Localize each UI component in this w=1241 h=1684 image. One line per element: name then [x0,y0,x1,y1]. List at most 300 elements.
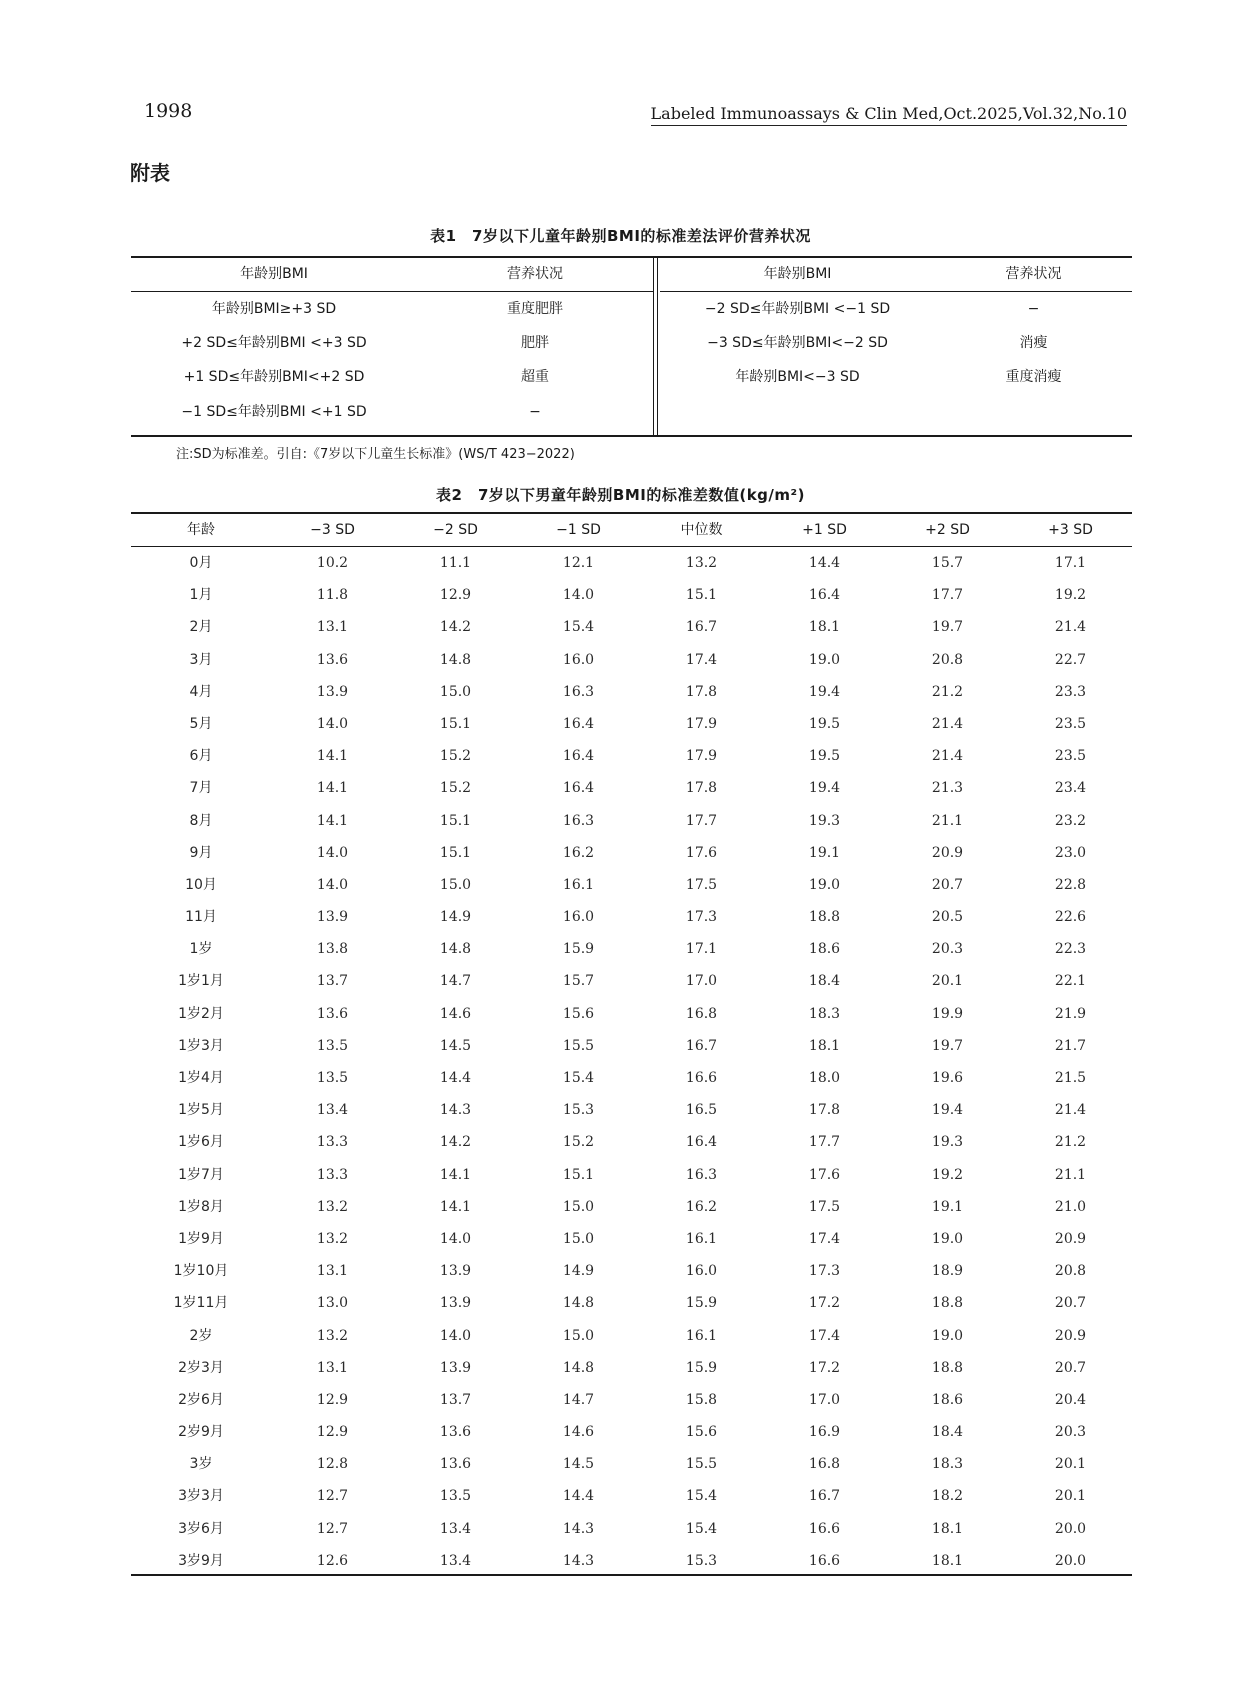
age-cell: 1岁4月 [178,1070,224,1086]
median-cell: 15.4 [685,1520,718,1537]
minus3sd-cell: 13.3 [316,1166,349,1183]
median-cell: 16.8 [685,1005,718,1022]
age-cell: 8月 [189,812,213,829]
table-row [660,327,1132,362]
plus1sd-cell: 18.1 [808,619,841,636]
table1-double-divider [653,258,658,435]
age-cell: 2岁3月 [178,1359,224,1376]
plus2sd-cell: 21.2 [931,683,964,700]
minus1sd-cell: 12.1 [562,555,595,571]
minus2sd-cell: 13.5 [439,1488,472,1505]
table-row [131,772,1132,804]
minus1sd-cell: 14.3 [562,1520,595,1537]
plus1sd-cell: 18.1 [808,1037,841,1054]
plus2sd-cell: 21.4 [931,748,964,765]
table2-header [131,514,1132,547]
table1-header-status: 营养状况 [1005,266,1062,282]
minus3sd-cell: 12.8 [316,1456,349,1473]
minus1sd-cell: 14.4 [562,1488,595,1505]
table-row [131,361,653,396]
plus1sd-cell: 17.4 [808,1327,841,1344]
age-cell: 2岁 [189,1327,213,1344]
age-cell: 1岁5月 [178,1102,224,1119]
plus2sd-cell: 20.8 [931,651,964,668]
table-row [131,1320,1132,1352]
plus3sd-cell: 21.2 [1054,1134,1087,1151]
plus2sd-cell: 19.7 [931,1037,964,1054]
table-row [131,998,1132,1030]
minus1sd-cell: 16.3 [562,812,595,829]
plus3sd-cell: 23.2 [1054,812,1087,829]
minus3sd-cell: 13.5 [316,1070,349,1086]
minus2sd-cell: 14.8 [439,651,472,668]
plus3sd-cell: 20.9 [1054,1327,1087,1344]
plus2sd-cell: 18.2 [931,1488,964,1505]
minus2sd-cell: 12.9 [439,587,472,604]
age-cell: 6月 [189,748,213,765]
plus1sd-cell: 16.4 [808,587,841,604]
minus1sd-cell: 15.5 [562,1037,595,1054]
minus3sd-cell: 10.2 [316,555,349,571]
plus2sd-cell: 19.7 [931,619,964,636]
plus1sd-cell: 17.4 [808,1230,841,1247]
plus3sd-cell: 22.8 [1054,876,1087,893]
table1-bmi-cell: +2 SD≤年龄别BMI <+3 SD [181,335,367,351]
plus3sd-cell: 20.7 [1054,1359,1087,1376]
minus2sd-cell: 13.4 [439,1552,472,1569]
plus1sd-cell: 19.0 [808,651,841,668]
table-row [131,1062,1132,1094]
age-cell: 1岁11月 [173,1295,229,1312]
plus2sd-cell: 19.9 [931,1005,964,1022]
age-cell: 7月 [189,780,213,797]
plus2sd-cell: 20.1 [931,973,964,990]
table-row [131,740,1132,772]
minus3sd-cell: 13.7 [316,973,349,990]
table2 [131,512,1132,1576]
table-row [131,293,653,328]
minus2sd-cell: 11.1 [439,555,472,571]
plus1sd-cell: 17.2 [808,1295,841,1312]
age-cell: 1岁10月 [173,1263,229,1280]
plus3sd-cell: 23.5 [1054,715,1087,732]
plus2sd-cell: 18.3 [931,1456,964,1473]
plus1sd-cell: 16.7 [808,1488,841,1505]
minus3sd-cell: 13.0 [316,1295,349,1312]
plus1sd-cell: 19.0 [808,876,841,893]
median-cell: 16.5 [685,1102,718,1119]
median-cell: 16.4 [685,1134,718,1151]
table1-header-bmi: 年龄别BMI [240,266,308,282]
table-row [131,933,1132,965]
plus2sd-cell: 20.5 [931,909,964,926]
table1-header-bmi: 年龄别BMI [763,266,832,282]
median-cell: 16.7 [685,619,718,636]
plus1sd-cell: 18.4 [808,973,841,990]
minus1sd-cell: 16.4 [562,748,595,765]
table-row [131,1030,1132,1062]
minus3sd-cell: 12.9 [316,1424,349,1441]
table-row [131,1223,1132,1255]
table1-bmi-cell: −1 SD≤年龄别BMI <+1 SD [181,404,367,420]
running-header: Labeled Immunoassays & Clin Med,Oct.2025,Vol.32,No.10 [651,104,1127,126]
median-cell: 15.5 [685,1456,718,1473]
plus3sd-cell: 20.4 [1054,1391,1087,1408]
minus3sd-cell: 14.0 [316,715,349,732]
median-cell: 17.6 [685,844,718,861]
minus3sd-cell: 14.1 [316,748,349,765]
minus3sd-cell: 14.1 [316,812,349,829]
plus2sd-cell: 18.8 [931,1359,964,1376]
plus2sd-cell: 19.1 [931,1198,964,1215]
plus3sd-cell: 20.0 [1054,1552,1087,1569]
minus1sd-cell: 14.5 [562,1456,595,1473]
minus2sd-cell: 14.7 [439,973,472,990]
minus1sd-cell: 15.6 [562,1005,595,1022]
minus2sd-cell: 14.0 [439,1230,472,1247]
table2-header-plus2sd: +2 SD [925,522,970,538]
median-cell: 16.0 [685,1263,718,1280]
minus1sd-cell: 15.1 [562,1166,595,1183]
minus1sd-cell: 14.6 [562,1424,595,1441]
table-row [131,965,1132,997]
table1-bmi-cell: 年龄别BMI<−3 SD [735,369,860,385]
minus3sd-cell: 12.9 [316,1391,349,1408]
table-row [131,837,1132,869]
plus1sd-cell: 19.3 [808,812,841,829]
minus3sd-cell: 14.1 [316,780,349,797]
median-cell: 17.7 [685,812,718,829]
median-cell: 16.1 [685,1327,718,1344]
table-row [131,1094,1132,1126]
minus3sd-cell: 13.6 [316,651,349,668]
median-cell: 17.9 [685,715,718,732]
table1-header-status: 营养状况 [507,266,563,282]
minus2sd-cell: 13.6 [439,1424,472,1441]
plus2sd-cell: 19.6 [931,1070,964,1086]
minus2sd-cell: 14.1 [439,1198,472,1215]
table-row [131,579,1132,611]
plus2sd-cell: 17.7 [931,587,964,604]
minus2sd-cell: 15.1 [439,715,472,732]
table2-header-plus1sd: +1 SD [802,522,847,538]
plus3sd-cell: 23.0 [1054,844,1087,861]
table2-header-minus2sd: −2 SD [433,522,478,538]
age-cell: 3岁3月 [178,1488,224,1505]
table-row [131,1255,1132,1287]
plus3sd-cell: 20.1 [1054,1488,1087,1505]
minus3sd-cell: 14.0 [316,844,349,861]
minus3sd-cell: 13.2 [316,1230,349,1247]
minus2sd-cell: 14.3 [439,1102,472,1119]
minus2sd-cell: 14.1 [439,1166,472,1183]
minus1sd-cell: 16.0 [562,651,595,668]
minus2sd-cell: 14.8 [439,941,472,958]
minus2sd-cell: 15.2 [439,780,472,797]
plus1sd-cell: 16.9 [808,1424,841,1441]
table2-header-plus3sd: +3 SD [1048,522,1093,538]
age-cell: 3岁6月 [178,1520,224,1537]
median-cell: 15.9 [685,1295,718,1312]
table-row [131,708,1132,740]
minus2sd-cell: 14.5 [439,1037,472,1054]
table1-bmi-cell: −2 SD≤年龄别BMI <−1 SD [704,301,891,317]
plus3sd-cell: 21.1 [1054,1166,1087,1183]
age-cell: 1岁9月 [178,1230,224,1247]
median-cell: 17.1 [685,941,718,958]
median-cell: 16.6 [685,1070,718,1086]
plus2sd-cell: 18.6 [931,1391,964,1408]
minus1sd-cell: 15.3 [562,1102,595,1119]
minus3sd-cell: 13.4 [316,1102,349,1119]
table1-note: 注:SD为标准差。引自:《7岁以下儿童生长标准》(WS/T 423−2022) [176,447,575,462]
minus3sd-cell: 12.7 [316,1488,349,1505]
table1-status-cell: 超重 [521,369,549,385]
minus3sd-cell: 14.0 [316,876,349,893]
table-row [131,1545,1132,1577]
table1-status-cell: 重度消瘦 [1005,369,1062,385]
table1-bmi-cell: −3 SD≤年龄别BMI<−2 SD [707,335,888,351]
plus1sd-cell: 16.6 [808,1552,841,1569]
plus1sd-cell: 17.8 [808,1102,841,1119]
plus1sd-cell: 18.0 [808,1070,841,1086]
median-cell: 16.1 [685,1230,718,1247]
plus2sd-cell: 18.8 [931,1295,964,1312]
table1-status-cell: 肥胖 [521,335,549,351]
table1-bmi-cell: +1 SD≤年龄别BMI<+2 SD [183,369,365,385]
table-row [131,644,1132,676]
minus2sd-cell: 13.6 [439,1456,472,1473]
age-cell: 2月 [189,619,213,636]
plus1sd-cell: 19.5 [808,715,841,732]
table1-left-half [131,258,653,435]
minus1sd-cell: 15.0 [562,1198,595,1215]
table1-left-header [131,258,653,292]
plus3sd-cell: 20.7 [1054,1295,1087,1312]
plus2sd-cell: 19.3 [931,1134,964,1151]
plus1sd-cell: 18.6 [808,941,841,958]
median-cell: 17.8 [685,780,718,797]
table-row [131,611,1132,643]
minus3sd-cell: 13.2 [316,1198,349,1215]
table-row [131,676,1132,708]
minus1sd-cell: 15.2 [562,1134,595,1151]
table-row [131,1480,1132,1512]
minus3sd-cell: 12.7 [316,1520,349,1537]
minus1sd-cell: 15.4 [562,619,595,636]
age-cell: 1岁2月 [178,1005,224,1022]
table1-caption: 表1 7岁以下儿童年龄别BMI的标准差法评价营养状况 [430,227,811,245]
age-cell: 1岁7月 [178,1166,224,1183]
table-row [131,1126,1132,1158]
plus1sd-cell: 19.4 [808,683,841,700]
minus2sd-cell: 15.0 [439,876,472,893]
plus2sd-cell: 18.4 [931,1424,964,1441]
plus1sd-cell: 18.3 [808,1005,841,1022]
table-row [131,1384,1132,1416]
plus3sd-cell: 20.9 [1054,1230,1087,1247]
table-row [131,901,1132,933]
median-cell: 17.9 [685,748,718,765]
minus3sd-cell: 13.3 [316,1134,349,1151]
plus1sd-cell: 16.8 [808,1456,841,1473]
plus3sd-cell: 20.8 [1054,1263,1087,1280]
minus2sd-cell: 14.9 [439,909,472,926]
table2-body [131,547,1132,1577]
age-cell: 1岁 [189,941,213,958]
plus1sd-cell: 17.7 [808,1134,841,1151]
median-cell: 17.4 [685,651,718,668]
page-number: 1998 [144,100,193,122]
plus1sd-cell: 19.1 [808,844,841,861]
median-cell: 17.0 [685,973,718,990]
plus3sd-cell: 22.7 [1054,651,1087,668]
minus2sd-cell: 15.0 [439,683,472,700]
plus2sd-cell: 19.0 [931,1230,964,1247]
plus3sd-cell: 20.0 [1054,1520,1087,1537]
plus2sd-cell: 21.4 [931,715,964,732]
minus1sd-cell: 14.8 [562,1295,595,1312]
table2-header-minus3sd: −3 SD [310,522,355,538]
age-cell: 3岁 [189,1456,213,1473]
table1-right-half [660,258,1132,435]
plus1sd-cell: 17.0 [808,1391,841,1408]
minus1sd-cell: 16.1 [562,876,595,893]
minus2sd-cell: 14.2 [439,619,472,636]
age-cell: 4月 [189,683,213,700]
table-row [131,805,1132,837]
table1 [131,256,1132,437]
plus2sd-cell: 20.3 [931,941,964,958]
plus3sd-cell: 23.3 [1054,683,1087,700]
minus2sd-cell: 13.9 [439,1359,472,1376]
table-row [131,869,1132,901]
median-cell: 16.3 [685,1166,718,1183]
plus1sd-cell: 19.4 [808,780,841,797]
plus2sd-cell: 21.1 [931,812,964,829]
table1-status-cell: − [529,404,541,420]
plus3sd-cell: 21.4 [1054,1102,1087,1119]
minus3sd-cell: 13.1 [316,1263,349,1280]
table-row [131,547,1132,579]
minus1sd-cell: 15.9 [562,941,595,958]
age-cell: 1岁8月 [178,1198,224,1215]
median-cell: 16.7 [685,1037,718,1054]
median-cell: 15.8 [685,1391,718,1408]
table-row [131,1416,1132,1448]
plus3sd-cell: 23.5 [1054,748,1087,765]
appendix-title: 附表 [130,161,170,185]
minus1sd-cell: 16.2 [562,844,595,861]
minus2sd-cell: 13.9 [439,1295,472,1312]
table-row [131,1352,1132,1384]
minus3sd-cell: 13.1 [316,1359,349,1376]
median-cell: 15.3 [685,1552,718,1569]
table-row [131,1448,1132,1480]
plus2sd-cell: 15.7 [931,555,964,571]
age-cell: 10月 [185,876,217,893]
plus1sd-cell: 17.2 [808,1359,841,1376]
minus2sd-cell: 13.4 [439,1520,472,1537]
table1-status-cell: 消瘦 [1019,335,1048,351]
table1-status-cell: 重度肥胖 [507,301,563,317]
plus3sd-cell: 21.7 [1054,1037,1087,1054]
age-cell: 1月 [189,587,213,604]
age-cell: 0月 [189,555,213,571]
plus2sd-cell: 18.9 [931,1263,964,1280]
plus2sd-cell: 18.1 [931,1552,964,1569]
plus1sd-cell: 14.4 [808,555,841,571]
minus2sd-cell: 14.6 [439,1005,472,1022]
plus2sd-cell: 19.2 [931,1166,964,1183]
plus3sd-cell: 17.1 [1054,555,1087,571]
plus2sd-cell: 20.7 [931,876,964,893]
minus1sd-cell: 16.4 [562,780,595,797]
minus1sd-cell: 15.4 [562,1070,595,1086]
minus3sd-cell: 13.9 [316,909,349,926]
age-cell: 3岁9月 [178,1552,224,1569]
plus1sd-cell: 19.5 [808,748,841,765]
plus2sd-cell: 21.3 [931,780,964,797]
plus2sd-cell: 18.1 [931,1520,964,1537]
table-row [131,1159,1132,1191]
table2-header-minus1sd: −1 SD [556,522,601,538]
minus1sd-cell: 15.0 [562,1230,595,1247]
minus3sd-cell: 11.8 [316,587,349,604]
table1-status-cell: − [1027,301,1040,317]
minus2sd-cell: 14.0 [439,1327,472,1344]
plus1sd-cell: 17.6 [808,1166,841,1183]
age-cell: 5月 [189,715,213,732]
minus2sd-cell: 13.7 [439,1391,472,1408]
minus2sd-cell: 13.9 [439,1263,472,1280]
age-cell: 1岁6月 [178,1134,224,1151]
median-cell: 15.4 [685,1488,718,1505]
minus1sd-cell: 16.4 [562,715,595,732]
table-row [131,1287,1132,1319]
median-cell: 16.2 [685,1198,718,1215]
table-row [131,396,653,431]
plus3sd-cell: 21.0 [1054,1198,1087,1215]
minus1sd-cell: 16.0 [562,909,595,926]
median-cell: 15.9 [685,1359,718,1376]
plus3sd-cell: 23.4 [1054,780,1087,797]
minus2sd-cell: 14.2 [439,1134,472,1151]
minus2sd-cell: 15.2 [439,748,472,765]
minus3sd-cell: 12.6 [316,1552,349,1569]
median-cell: 15.6 [685,1424,718,1441]
table-row [131,1191,1132,1223]
plus3sd-cell: 22.1 [1054,973,1087,990]
minus1sd-cell: 14.0 [562,587,595,604]
plus1sd-cell: 18.8 [808,909,841,926]
minus1sd-cell: 16.3 [562,683,595,700]
median-cell: 17.5 [685,876,718,893]
median-cell: 15.1 [685,587,718,604]
age-cell: 3月 [189,651,213,668]
age-cell: 11月 [185,909,217,926]
table-row [131,1513,1132,1545]
plus1sd-cell: 17.3 [808,1263,841,1280]
minus1sd-cell: 14.7 [562,1391,595,1408]
minus3sd-cell: 13.2 [316,1327,349,1344]
plus3sd-cell: 21.9 [1054,1005,1087,1022]
median-cell: 13.2 [685,555,718,571]
table2-caption: 表2 7岁以下男童年龄别BMI的标准差数值(kg/m²) [436,486,805,504]
age-cell: 9月 [189,844,213,861]
plus3sd-cell: 22.6 [1054,909,1087,926]
plus3sd-cell: 20.1 [1054,1456,1087,1473]
